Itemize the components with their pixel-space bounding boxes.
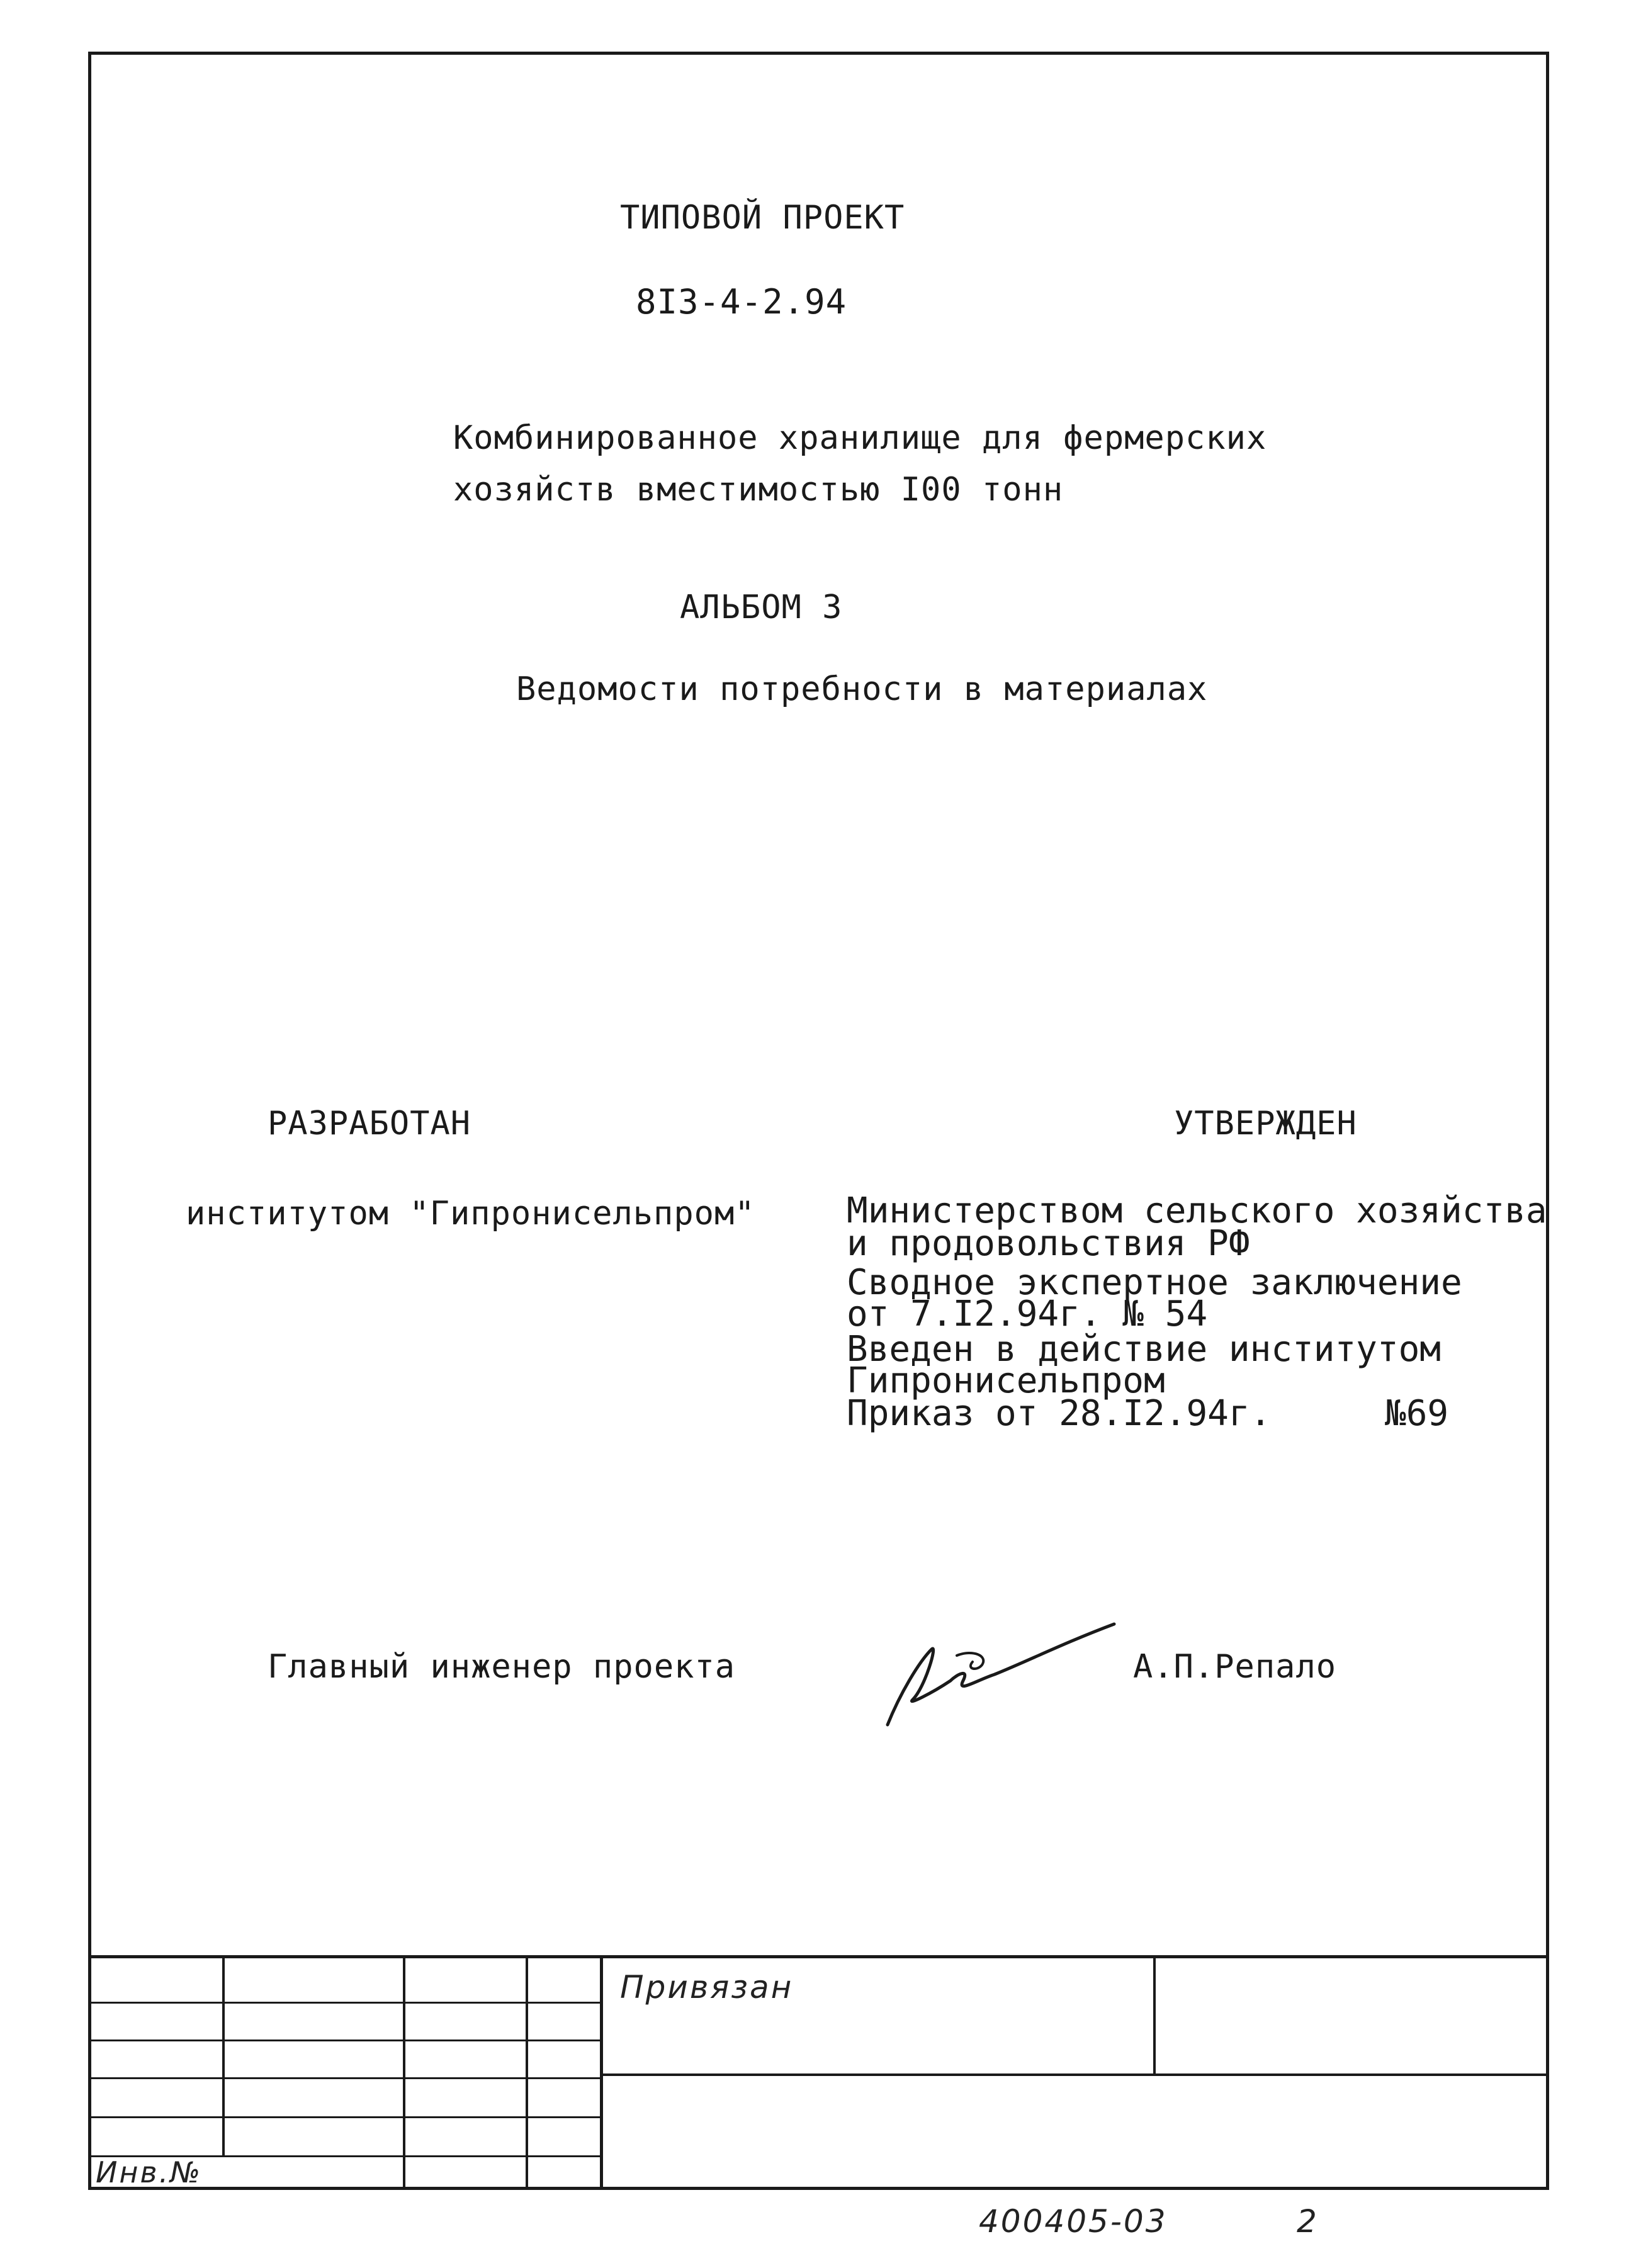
title-line-1: Комбинированное хранилище для фермерских — [453, 419, 1267, 457]
sheet-number: 2 — [1297, 2203, 1319, 2240]
stamp-bound-label: Привязан — [620, 1969, 794, 2006]
stamp-row-3 — [88, 2077, 601, 2079]
project-kind: ТИПОВОЙ ПРОЕКТ — [620, 199, 905, 237]
inventory-number-label: Инв.№ — [96, 2155, 203, 2189]
order-text: Приказ от 28.I2.94г. — [847, 1393, 1272, 1434]
stamp-row-2 — [88, 2040, 601, 2041]
archive-number: 400405-03 — [979, 2203, 1168, 2240]
approved-line-2: и продовольствия РФ — [847, 1223, 1250, 1264]
stamp-bottom-line — [88, 2187, 1549, 2190]
approved-line-1: Министерством сельского хозяйства — [847, 1190, 1547, 1231]
handwritten-signature — [862, 1611, 1127, 1737]
album-label: АЛЬБОМ 3 — [680, 589, 843, 626]
stamp-row-1 — [88, 2002, 601, 2004]
approved-line-5: Введен в действие институтом — [847, 1329, 1441, 1370]
chief-engineer-role: Главный инженер проекта — [268, 1648, 736, 1686]
stamp-divider-right — [1153, 1955, 1156, 2075]
approved-line-6: Гипронисельпром — [847, 1360, 1165, 1401]
developed-heading: РАЗРАБОТАН — [268, 1105, 471, 1142]
approved-line-3: Сводное экспертное заключение — [847, 1262, 1462, 1303]
approved-heading: УТВЕРЖДЕН — [1174, 1105, 1357, 1142]
stamp-row-4 — [88, 2116, 601, 2118]
order-number: №69 — [1385, 1393, 1449, 1434]
stamp-col-1 — [222, 1955, 225, 2157]
project-code: 8I3-4-2.94 — [636, 282, 847, 322]
album-subtitle: Ведомости потребности в материалах — [516, 670, 1208, 708]
chief-engineer-name: А.П.Репало — [1133, 1648, 1337, 1686]
stamp-mid-line — [601, 2073, 1549, 2076]
title-line-2: хозяйств вместимостью I00 тонн — [453, 471, 1064, 509]
developed-by: институтом "Гипронисельпром" — [186, 1195, 755, 1233]
stamp-top-line — [88, 1955, 1549, 1958]
approved-line-4: от 7.I2.94г. № 54 — [847, 1294, 1208, 1334]
